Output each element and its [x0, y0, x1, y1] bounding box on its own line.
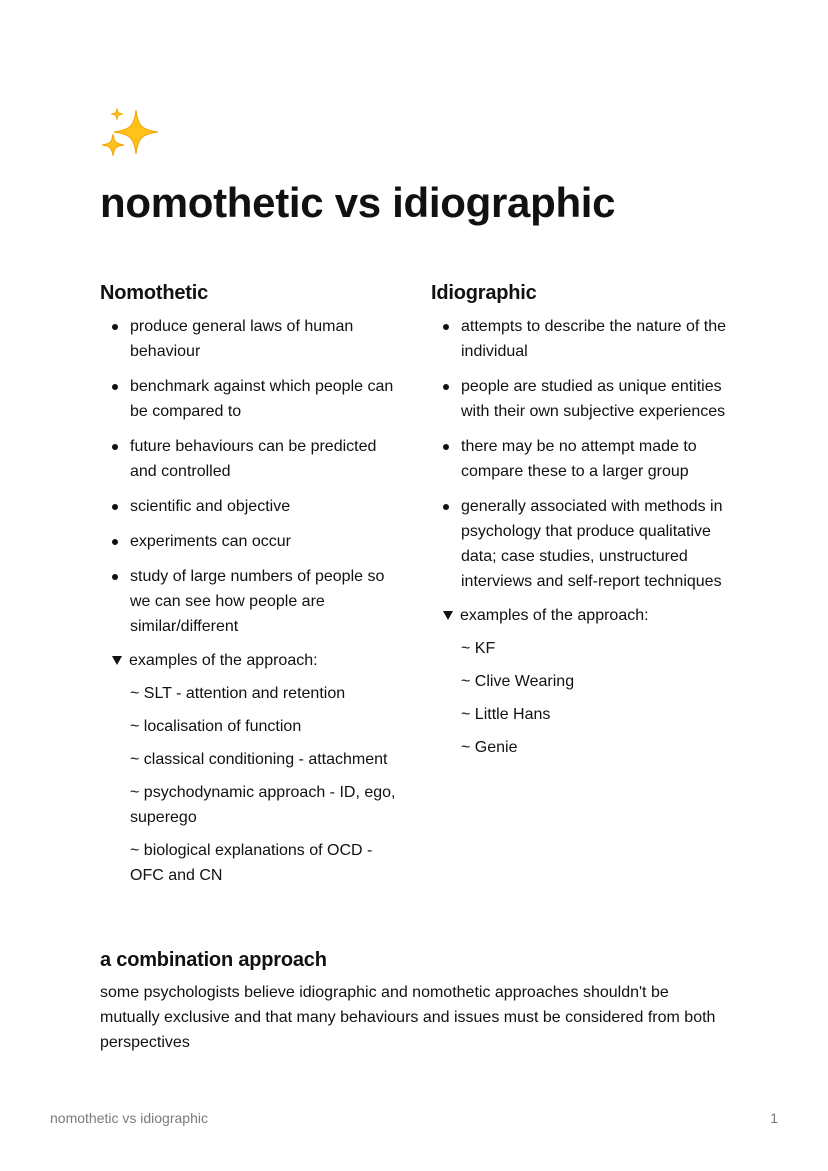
list-item: experiments can occur — [100, 529, 405, 554]
nomothetic-examples-toggle[interactable] — [100, 648, 405, 888]
toggle-label: examples of the approach: — [129, 652, 318, 669]
list-item: study of large numbers of people so we can see how people are similar/different — [100, 564, 405, 639]
idiographic-column — [431, 280, 731, 768]
footer-page-number: 1 — [770, 1110, 778, 1126]
list-item: produce general laws of human behaviour — [100, 314, 405, 364]
example-item: ~ KF — [461, 640, 496, 657]
triangle-down-icon[interactable] — [443, 611, 453, 620]
list-item: future behaviours can be predicted and controlled — [100, 434, 405, 484]
triangle-down-icon[interactable] — [112, 656, 122, 665]
list-item: attempts to describe the nature of the individual — [431, 314, 731, 364]
idiographic-bullet-list — [431, 314, 731, 594]
sparkles-icon — [100, 104, 164, 168]
example-item: ~ Little Hans — [461, 706, 551, 723]
example-item: ~ Clive Wearing — [461, 673, 575, 690]
example-item: ~ biological explanations of OCD - OFC and CN — [130, 842, 373, 884]
combination-heading: a combination approach — [100, 949, 327, 971]
list-item: people are studied as unique entities with their own subjective experiences — [431, 374, 731, 424]
nomothetic-heading: Nomothetic — [100, 282, 209, 304]
footer-doc-title: nomothetic vs idiographic — [50, 1110, 208, 1126]
nomothetic-column — [100, 280, 405, 896]
list-item: benchmark against which people can be compared to — [100, 374, 405, 424]
combination-body: some psychologists believe idiographic and nomothetic approaches shouldn't be mutually exclusive and that many behaviours and issues must be considered from both perspectives — [100, 984, 716, 1051]
example-item: ~ psychodynamic approach - ID, ego, superego — [130, 784, 396, 826]
list-item: there may be no attempt made to compare these to a larger group — [431, 434, 731, 484]
example-item: ~ Genie — [461, 739, 518, 756]
list-item: scientific and objective — [100, 494, 405, 519]
combination-section — [100, 946, 730, 1055]
toggle-content — [431, 636, 731, 760]
toggle-header[interactable] — [431, 603, 731, 628]
idiographic-heading: Idiographic — [431, 282, 537, 304]
toggle-header[interactable] — [100, 648, 405, 673]
example-item: ~ localisation of function — [130, 718, 302, 735]
toggle-content — [100, 681, 405, 888]
toggle-label: examples of the approach: — [460, 607, 649, 624]
page-title: nomothetic vs idiographic — [100, 179, 616, 226]
list-item: generally associated with methods in psychology that produce qualitative data; case studies, unstructured interviews and self-report techniques — [431, 494, 731, 594]
example-item: ~ classical conditioning - attachment — [130, 751, 388, 768]
idiographic-examples-toggle[interactable] — [431, 603, 731, 760]
nomothetic-bullet-list — [100, 314, 405, 639]
example-item: ~ SLT - attention and retention — [130, 685, 346, 702]
